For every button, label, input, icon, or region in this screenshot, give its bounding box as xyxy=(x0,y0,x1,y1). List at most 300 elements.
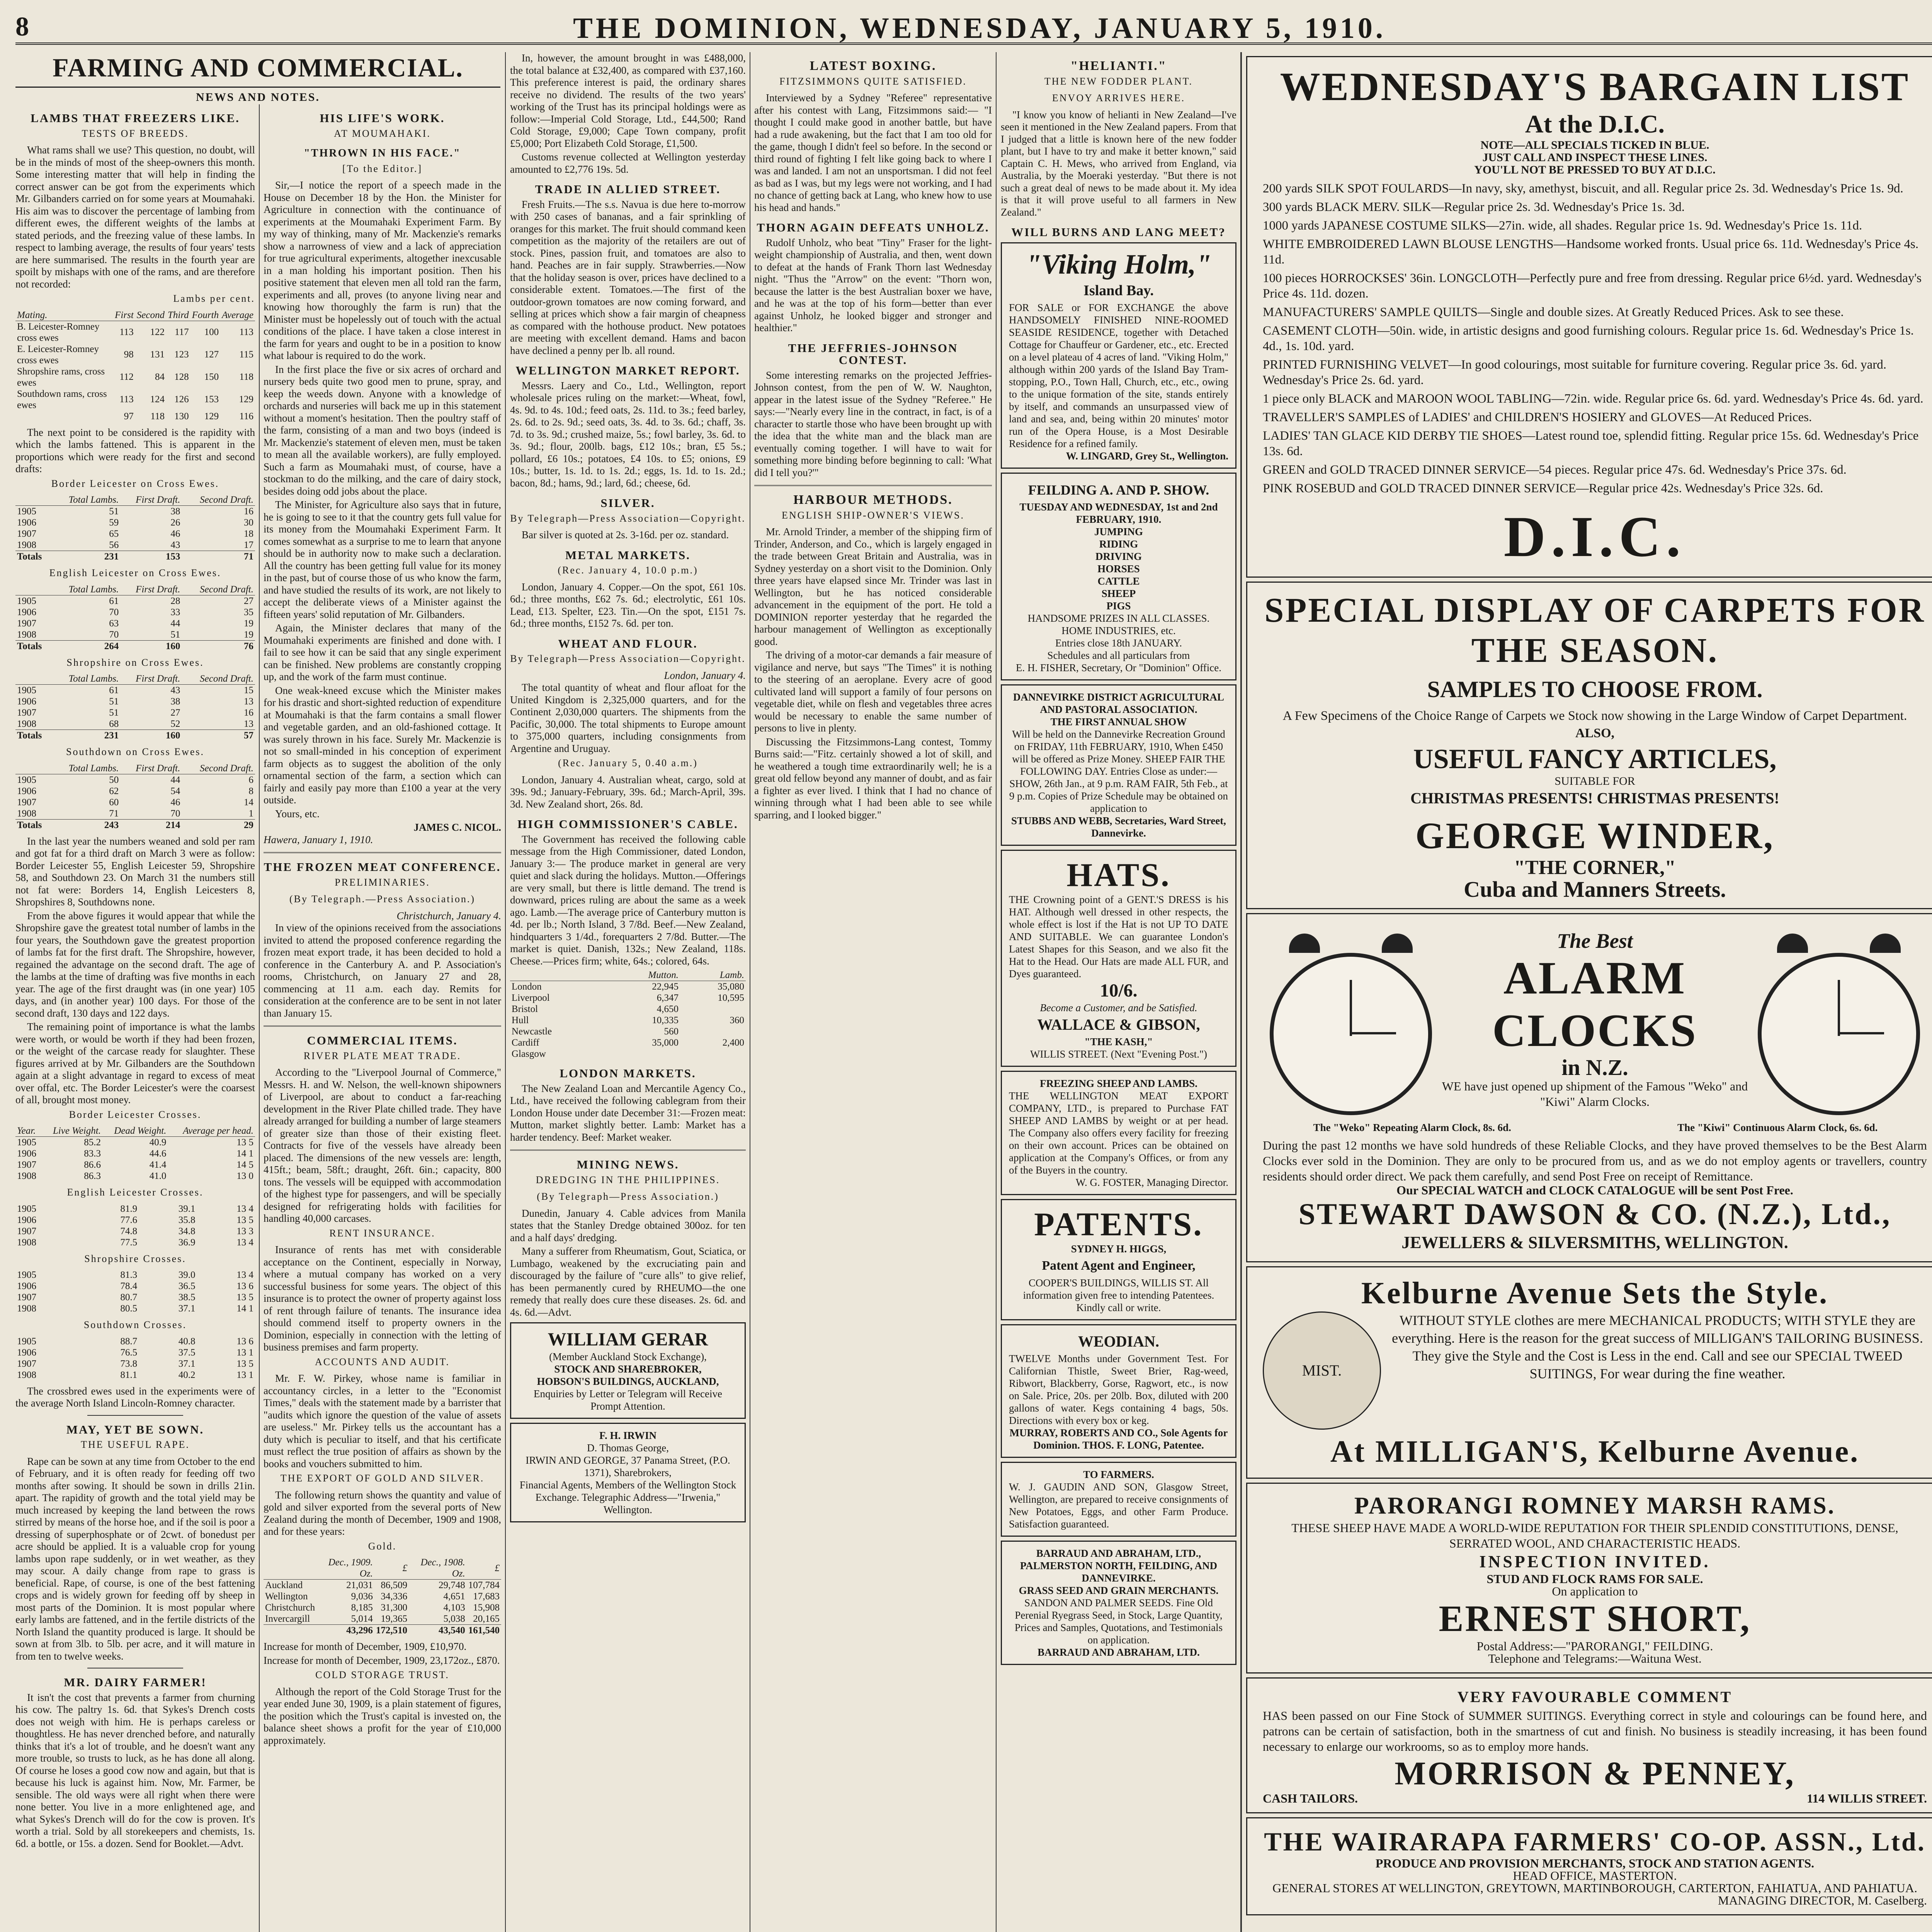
feilding-class-item: JUMPING xyxy=(1094,526,1143,537)
draft-cell: 44 xyxy=(170,774,180,785)
shipment-table-cell: Bristol xyxy=(512,1004,538,1014)
draft-row xyxy=(15,607,255,618)
draft-cell: 1906 xyxy=(17,786,36,796)
wairarapa-line1: PRODUCE AND PROVISION MERCHANTS, STOCK AND STATION AGENTS. xyxy=(1375,1856,1815,1870)
weight-row xyxy=(15,1347,255,1358)
stewart-dawson-name: STEWART DAWSON & CO. (N.Z.), Ltd., xyxy=(1298,1197,1891,1231)
lamb-table-header-cell: Mating. xyxy=(15,310,113,321)
draft-cell: 27 xyxy=(170,707,180,718)
draft-cell: 1905 xyxy=(17,506,36,517)
shipment-table-cell xyxy=(606,1048,680,1060)
weight-cell: 1906 xyxy=(17,1148,36,1159)
irwin-ad xyxy=(510,1423,746,1522)
weight-cell: 40.2 xyxy=(178,1369,196,1380)
draft-cell: 44 xyxy=(170,618,180,629)
lamb-table-row xyxy=(15,321,255,344)
heliantii-body: "I know you know of helianti in New Zealand—I've seen it mentioned in the New Zealand papers. From that I judged that a little is known here of the new fodder plant, but I have to try and make it better known," said Captain C. H. Mews, who arrived from England, via Australia, by the Moeraki yesterday. "But there is not such a great deal of news to be made about it. My idea is that it will prove useful to all farmers in New Zealand." xyxy=(1001,109,1236,218)
winder-name: GEORGE WINDER, xyxy=(1415,815,1775,856)
column-2 xyxy=(264,104,501,1932)
gold-table-total-cell: 43,540 xyxy=(409,1625,467,1636)
kelburne-body: WITHOUT STYLE clothes are mere MECHANICAL PRODUCTS; WITH STYLE they are everything. Here is the reason for the great success of MILLIGAN'S TAILORING BUSINESS. They give the Style and the Cost is Less in the end. Call and see our SPECIAL TWEED SUITINGS, For wear during the fine weather. xyxy=(1392,1313,1923,1381)
high-commissioner-body: The Government has received the following cable message from the High Commissioner, dated London, January 3:— The produce market in general are very quiet and slack during the holidays. Mutton.—Offerings are very small, but there is little demand. The trend is downward, prices ruling are about the same as a week ago. Lamb.—The average price of Canterbury mutton is 4d. per lb.; North Island, 3 7/8d. Beef.—New Zealand, hindquarters 3 1/4d., forequarters 2 7/8d. Butter.—The market is quiet. Danish, 132s.; New Zealand, 118s. Cheese.—Prices firm; white, 64s.; colored, 64s. xyxy=(510,833,746,967)
gold-table-cell: 4,103 xyxy=(443,1602,465,1613)
draft-cell: 43 xyxy=(170,685,180,696)
parorangi-stud: STUD AND FLOCK RAMS FOR SALE. xyxy=(1486,1572,1703,1586)
weight-row xyxy=(15,1237,255,1248)
shipment-table-row xyxy=(510,1037,746,1048)
lamb-table-cell: 129 xyxy=(204,411,219,422)
weight-cell: 81.1 xyxy=(120,1369,138,1380)
kelburne-title: Kelburne Avenue Sets the Style. xyxy=(1361,1276,1829,1310)
lamb-table-cell: 118 xyxy=(150,411,165,422)
bargain-item: PRINTED FURNISHING VELVET—In good colourings, most suitable for furniture covering. Regular price 3s. 6d. yard. Wednesday's Price 2s. 6d. yard. xyxy=(1263,358,1887,387)
draft-cell: 19 xyxy=(244,629,253,640)
weodian-heading: WEODIAN. xyxy=(1078,1332,1160,1350)
draft-cell: 54 xyxy=(170,786,180,796)
lamb-table-cell: 131 xyxy=(150,349,165,360)
lamb-table-cell: 153 xyxy=(204,394,219,405)
gold-table-cell: 31,300 xyxy=(381,1602,408,1613)
draft-total-cell: Totals xyxy=(15,819,51,831)
weight-cell: 34.8 xyxy=(178,1226,196,1236)
bargain-item: WHITE EMBROIDERED LAWN BLOUSE LENGTHS—Handsome worked fronts. Usual price 6s. 11d. Wednesday's Price 4s. 11d. xyxy=(1263,237,1919,267)
shipment-table-cell: 560 xyxy=(664,1026,679,1037)
gold-table-cell: 4,651 xyxy=(443,1591,465,1602)
parorangi-invited: INSPECTION INVITED. xyxy=(1479,1552,1711,1571)
bargain-item: GREEN and GOLD TRACED DINNER SERVICE—54 pieces. Regular price 47s. 6d. Wednesday's Price 37s. 6d. xyxy=(1263,463,1847,477)
lamb-table-cell: 98 xyxy=(124,349,134,360)
dredging-heading: DREDGING IN THE PHILIPPINES. xyxy=(536,1174,720,1185)
irwin-line3: Financial Agents, Members of the Wellington Stock Exchange. Telegraphic Address—"Irwenia," Wellington. xyxy=(519,1479,736,1515)
carpets-samples: SAMPLES TO CHOOSE FROM. xyxy=(1427,677,1763,702)
commercial-heading: COMMERCIAL ITEMS. xyxy=(307,1034,458,1047)
frozen-meat-dateline: Christchurch, January 4. xyxy=(396,910,501,922)
weight-header-cell: Average per head. xyxy=(168,1125,255,1137)
lamb-table-cell: 118 xyxy=(239,372,253,382)
life-work-p4: Again, the Minister declares that many of the Moumahaki experiments are finished and done with. I fail to see how it can be said that any single experiment can be finished. New problems are constantly cropping up, and the work of the farm must continue. xyxy=(264,622,501,682)
lamb-table-row xyxy=(15,366,255,388)
wairarapa-line3: GENERAL STORES AT WELLINGTON, GREYTOWN, MARTINBOROUGH, CARTERTON, FAHIATUA, AND PAHIATUA. xyxy=(1272,1881,1917,1895)
column-3 xyxy=(510,52,746,1932)
draft-cell: 35 xyxy=(244,607,253,617)
may-sown-heading: MAY, YET BE SOWN. xyxy=(66,1422,204,1436)
weight-header-cell: Live Weight. xyxy=(42,1125,102,1137)
morrison-tailors: CASH TAILORS. xyxy=(1263,1791,1358,1805)
shipment-table-cell: Hull xyxy=(512,1015,529,1026)
shipment-table-row xyxy=(510,981,746,993)
weight-cell: 13 5 xyxy=(236,1292,253,1303)
gold-table-title: Gold. xyxy=(368,1540,397,1552)
shipment-table-cell: Liverpool xyxy=(512,993,550,1003)
gold-table-header-cell: £ xyxy=(374,1557,409,1580)
weight-cell: 81.9 xyxy=(120,1203,138,1214)
draft-cell: 51 xyxy=(109,696,119,707)
cold-storage-heading: COLD STORAGE TRUST. xyxy=(315,1669,449,1680)
weight-row xyxy=(15,1336,255,1347)
shipment-table-cell: London xyxy=(512,981,542,992)
bargain-note1: NOTE—ALL SPECIALS TICKED IN BLUE. xyxy=(1480,139,1709,151)
feilding-class-item: RIDING xyxy=(1099,538,1138,550)
wills-body: Discussing the Fitzsimmons-Lang contest, Tommy Burns said:—"Fitz. certainly showed a lot of skill, and he weathered a tough time extraordinarily well; he is a great old fellow beyond any manner of doubt, and as fair a fighter as ever lived. I think that I had no chance of winning through what I had been able to see while sparring, and I looked bigger." xyxy=(754,736,992,821)
wills-heading: WILL BURNS AND LANG MEET? xyxy=(1011,225,1226,239)
weight-cell: 80.5 xyxy=(120,1303,138,1314)
trust-continued: In, however, the amount brought in was £488,000, the total balance at £32,400, as compared with £37,160. This preference interest is paid, the ordinary shares receive no dividend. The results of the two years' working of the Trust has its principal holdings were as follow:—Imperial Cold Storage, Ltd., £44,500; Rand Cold Storage, £9,000; Cape Town company, profit £5,000; Port Elizabeth Cold Storage, £1,500. xyxy=(510,52,746,149)
draft-cell: 59 xyxy=(109,517,119,528)
shipment-table-row xyxy=(510,992,746,1003)
draft-cell: 1907 xyxy=(17,618,36,629)
draft-cell: 30 xyxy=(244,517,253,528)
draft-row xyxy=(15,707,255,718)
weight-title: Border Leicester Crosses. xyxy=(69,1109,202,1120)
draft-row xyxy=(15,718,255,730)
weight-cell: 1907 xyxy=(17,1358,36,1369)
draft-cell: 71 xyxy=(109,808,119,819)
draft-title: Border Leicester on Cross Ewes. xyxy=(51,478,219,489)
heliantii-heading: "HELIANTI." xyxy=(1070,59,1167,73)
gold-table-cell: Christchurch xyxy=(265,1602,315,1613)
shipment-table-cell xyxy=(680,1048,746,1060)
wairarapa-line4: MANAGING DIRECTOR, M. Caselberg. xyxy=(1718,1893,1927,1907)
gerard-line2: STOCK AND SHAREBROKER, xyxy=(554,1363,702,1375)
lamb-table-cell: 113 xyxy=(119,394,134,405)
draft-header-cell: First Draft. xyxy=(120,763,182,774)
tallow-table xyxy=(510,969,746,1060)
draft-header-cell: First Draft. xyxy=(120,584,182,595)
weodian-body: TWELVE Months under Government Test. For Californian Thistle, Sweet Brier, Rag-weed, Ribwort, Blackberry, Gorse, Ragwort, etc., is now on Sale. Price, 20s. per 20lb. Box, diluted with 200 gallons of water. Kegs containing 4 bags, 50s. Directions with every box or keg. xyxy=(1009,1352,1228,1426)
gold-table-row xyxy=(264,1591,501,1602)
draft-total-row xyxy=(15,819,255,831)
rent-heading: RENT INSURANCE. xyxy=(329,1227,435,1239)
winder-corner: "THE CORNER," xyxy=(1514,857,1676,879)
weight-table xyxy=(15,1203,255,1248)
shipment-table-row xyxy=(510,1003,746,1015)
weight-cell: 1907 xyxy=(17,1292,36,1303)
weight-tables xyxy=(15,1109,255,1381)
lambs-para2: The next point to be considered is the rapidity with which the lambs fattened. This is apparent in the proportions which were ready for the first and second drafts: xyxy=(15,426,255,474)
weight-row xyxy=(15,1148,255,1159)
weight-cell: 13 5 xyxy=(236,1137,253,1148)
bargain-item: 300 yards BLACK MERV. SILK—Regular price 2s. 3d. Wednesday's Price 1s. 3d. xyxy=(1263,200,1685,214)
wheat-byline: By Telegraph—Press Association—Copyright. xyxy=(510,653,746,664)
draft-header-cell: Total Lambs. xyxy=(51,584,120,595)
lamb-table-cell: 112 xyxy=(119,372,134,382)
draft-cell: 38 xyxy=(170,696,180,707)
weight-cell: 1908 xyxy=(17,1303,36,1314)
draft-cell: 1905 xyxy=(17,774,36,785)
accounts-body: Mr. F. W. Pirkey, whose name is familiar in accountancy circles, in a letter to the "Economist Times," deals with the statement made by a barrister that "audits which ignore the question of the value of assets are useless." Mr. Pirkey tells us the accountant has a duty which is peculiar to itself, and that his certificate must reflect the true position of affairs as shown by the books and vouchers submitted to him. xyxy=(264,1372,501,1469)
draft-cell: 1905 xyxy=(17,595,36,606)
jeffries-heading: THE JEFFRIES-JOHNSON CONTEST. xyxy=(788,341,958,367)
gold-table-header-cell xyxy=(264,1557,316,1580)
barraud-ad xyxy=(1001,1541,1236,1665)
weko-clock-icon xyxy=(1270,953,1432,1115)
life-work-p3: The Minister, for Agriculture also says that in future, he is going to see to it that the country gets full value for its money from the Moumahaki Experiment Farm. It comes somewhat as a surprise to me to learn that anyone should be in authority now to make such a declaration. All the country has been getting full value for its money in the past, but of course those of us who know the farm, and have studied the results of its work, are not likely to accept the deliberate views of a Minister against the fifteen years' solid reputation of Mr. Gilbanders. xyxy=(264,499,501,620)
metal-date: (Rec. January 4, 10.0 p.m.) xyxy=(558,565,698,576)
wheat2-date: (Rec. January 5, 0.40 a.m.) xyxy=(558,757,698,769)
favourable-ad xyxy=(1246,1677,1932,1813)
draft-total-cell: 29 xyxy=(182,819,255,831)
wairarapa-title: THE WAIRARAPA FARMERS' CO-OP. ASSN., Ltd. xyxy=(1264,1827,1926,1856)
parorangi-apply: On application to xyxy=(1552,1584,1638,1598)
clocks-we-have: WE have just opened up shipment of the Famous "Weko" and "Kiwi" Alarm Clocks. xyxy=(1442,1079,1748,1109)
weight-row xyxy=(15,1214,255,1226)
gold-table-cell: 15,908 xyxy=(473,1602,500,1613)
dannevirke-heading: DANNEVIRKE DISTRICT AGRICULTURAL AND PASTORAL ASSOCIATION. xyxy=(1013,691,1225,715)
weight-cell: 13 3 xyxy=(236,1226,253,1236)
to-farmers-body: W. J. GAUDIN AND SON, Glasgow Street, Wellington, are prepared to receive consignments of New Potatoes, Eggs, and other Farm Produce. Satisfaction guaranteed. xyxy=(1009,1481,1228,1530)
weight-row xyxy=(15,1137,255,1148)
draft-cell: 46 xyxy=(170,529,180,539)
to-editor: [To the Editor.] xyxy=(342,163,423,174)
draft-cell: 18 xyxy=(244,529,253,539)
weight-cell: 78.4 xyxy=(120,1281,138,1291)
clocks-title3: in N.Z. xyxy=(1561,1055,1628,1080)
draft-cell: 61 xyxy=(109,685,119,696)
silver-byline: By Telegraph—Press Association—Copyright. xyxy=(510,512,746,524)
shipment-table-row xyxy=(510,1048,746,1060)
weko-caption: The "Weko" Repeating Alarm Clock, 8s. 6d. xyxy=(1313,1122,1511,1133)
weight-cell: 1905 xyxy=(17,1270,36,1280)
weight-row xyxy=(15,1170,255,1182)
weight-row xyxy=(15,1292,255,1303)
frozen-meat-body: In view of the opinions received from the associations invited to attend the proposed conference regarding the frozen meat export trade, it has been decided to hold a conference in the Canterbury A. and P. Association's rooms, Christchurch, on January 27 and 28, commencing at 11 a.m. each day. Remits for consideration at the conference are to be sent in not later than January 15. xyxy=(264,922,501,1019)
freezing-signature: W. G. FOSTER, Managing Director. xyxy=(1076,1176,1228,1188)
weight-row xyxy=(15,1203,255,1214)
gold-table-cell: 107,784 xyxy=(468,1580,500,1590)
weight-cell: 35.8 xyxy=(178,1214,196,1225)
hats-price: 10/6. xyxy=(1100,980,1138,1001)
kiwi-clock-icon xyxy=(1758,953,1920,1115)
gold-table-cell: 29,748 xyxy=(438,1580,465,1590)
draft-cell: 68 xyxy=(109,719,119,729)
parorangi-title: PARORANGI ROMNEY MARSH RAMS. xyxy=(1354,1493,1836,1519)
lamb-table-cell: Southdown rams, cross ewes xyxy=(17,388,107,410)
patents-ad xyxy=(1001,1199,1236,1320)
gold-table-cell: 20,165 xyxy=(473,1614,500,1624)
bargain-items xyxy=(1263,181,1927,496)
draft-cell: 1907 xyxy=(17,529,36,539)
gold-table-total-cell: 43,296 xyxy=(316,1625,374,1636)
feilding-line: HANDSOME PRIZES IN ALL CLASSES. xyxy=(1027,612,1210,624)
weight-cell: 13 4 xyxy=(236,1270,253,1280)
bargain-item: MANUFACTURERS' SAMPLE QUILTS—Single and double sizes. At Greatly Reduced Prices. Ask to see these. xyxy=(1263,305,1844,319)
weight-row xyxy=(15,1358,255,1369)
gold-table-cell: 5,014 xyxy=(351,1614,373,1624)
bargain-sub: At the D.I.C. xyxy=(1525,110,1665,138)
boxing-body: Interviewed by a Sydney "Referee" representative after his contest with Lang, Fitzsimmons said:— "I thought I could make good in another battle, but have had a rude awakening, but the fact that I am too old for the game, though I didn't feel so before. In the second or third round of fighting I felt like going back to where I was and landed. I am not an unsportsman. I did not feel as bad as I was, but my legs were not working, and I had no chance of getting back at Lang, who knew how to use his head and hands." xyxy=(754,92,992,213)
weight-cell: 86.3 xyxy=(84,1171,101,1181)
draft-total-cell: Totals xyxy=(15,551,51,563)
export-heading: THE EXPORT OF GOLD AND SILVER. xyxy=(280,1473,485,1484)
shipment-table-header-cell xyxy=(510,969,606,981)
metal-body: London, January 4. Copper.—On the spot, £61 10s. 6d.; three months, £62 7s. 6d.; electrolytic, £61 10s. Lead, £13. Spelter, £23. Tin.—On the spot, £151 7s. 6d.; three months, £152 7s. 6d. per ton. xyxy=(510,581,746,629)
farming-section-header xyxy=(15,50,500,107)
weight-table xyxy=(15,1336,255,1381)
weight-row xyxy=(15,1303,255,1314)
bargain-item: PINK ROSEBUD and GOLD TRACED DINNER SERVICE—Regular price 42s. Wednesday's Price 32s. 6d. xyxy=(1263,481,1823,495)
gold-table-header-cell: Dec., 1908. Oz. xyxy=(409,1557,467,1580)
jeffries-body: Some interesting remarks on the projected Jeffries-Johnson contest, from the pen of W. W. Naughton, appear in the latest issue of the Sydney "Referee." He says:—"Nearly every line in the contract, in fact, is of a character to startle those who have been brought up with the idea that the white man and the black man are eventually coming together. I will have to wait for something more binding before beginning to call: 'What did I tell you?'" xyxy=(754,369,992,478)
kiwi-caption: The "Kiwi" Continuous Alarm Clock, 6s. 6d. xyxy=(1677,1122,1878,1133)
feilding-class-item: DRIVING xyxy=(1095,550,1142,562)
gold-table-cell: 17,683 xyxy=(473,1591,500,1602)
gerard-name: WILLIAM GERAR xyxy=(548,1329,708,1350)
trade-body: Fresh Fruits.—The s.s. Navua is due here to-morrow with 250 cases of bananas, and a fair sprinkling of oranges for this market. The fruit should command keen competition as the majority of the retailers are out of stock. Pines, passion fruit, and tomatoes are also to hand. Peaches are in fair supply. Strawberries.—Now that the holiday season is over, prices have declined to a considerable extent. Tomatoes.—The first of the outdoor-grown tomatoes are now coming forward, and selling at prices which show a fair margin of cheapness as compared with the hothouse product. New potatoes are meeting with excellent demand. Hams and bacon have declined a penny per lb. all round. xyxy=(510,198,746,356)
irwin-name: F. H. IRWIN xyxy=(599,1430,657,1441)
column-1 xyxy=(15,104,255,1932)
draft-cell: 51 xyxy=(109,707,119,718)
weight-cell: 1907 xyxy=(17,1160,36,1170)
patents-title: Patent Agent and Engineer, xyxy=(1042,1258,1196,1273)
lamb-table-cell: 84 xyxy=(155,372,165,382)
hats-firm: WALLACE & GIBSON, xyxy=(1037,1015,1200,1033)
weight-row xyxy=(15,1159,255,1170)
weight-table xyxy=(15,1125,255,1182)
weight-cell: 37.5 xyxy=(178,1347,196,1358)
draft-title: English Leicester on Cross Ewes. xyxy=(49,567,221,578)
weight-cell: 13 6 xyxy=(236,1281,253,1291)
to-farmers-heading: TO FARMERS. xyxy=(1083,1468,1154,1480)
gold-table-cell: 19,365 xyxy=(381,1614,408,1624)
favourable-title: VERY FAVOURABLE COMMENT xyxy=(1457,1688,1733,1706)
draft-row xyxy=(15,696,255,707)
shipment-table-header-cell: Lamb. xyxy=(680,969,746,981)
clocks-title2: ALARM CLOCKS xyxy=(1492,952,1697,1056)
lamb-table-cell: 129 xyxy=(239,394,253,405)
gold-table-total-cell: 172,510 xyxy=(374,1625,409,1636)
signature: JAMES C. NICOL. xyxy=(413,821,501,833)
draft-table xyxy=(15,584,255,652)
weight-header-cell: Year. xyxy=(15,1125,42,1137)
draft-row xyxy=(15,595,255,607)
life-work-p2: In the first place the five or six acres of orchard and nursery beds quite two good men to prune, spray, and keep the weeds down. Anyone with a knowledge of orchards and nurseries will back me up in this statement without a moment's hesitation. Then the poultry staff of the farm, consisting of a man and two boys (indeed is Mr. Mackenzie's statement of eleven men, must be taken to mean all the available workers), are fully employed. Such a farm as Moumahaki must, of course, have a stockman to do the milking, and the care of dairy stock, besides doing odd jobs about the place. xyxy=(264,363,501,497)
weight-cell: 1905 xyxy=(17,1137,36,1148)
dannevirke-ad xyxy=(1001,684,1236,846)
draft-cell: 1906 xyxy=(17,607,36,617)
weight-cell: 13 0 xyxy=(236,1171,253,1181)
gold-table-cell: 21,031 xyxy=(346,1580,373,1590)
weight-cell: 1908 xyxy=(17,1237,36,1248)
feilding-classes xyxy=(1009,526,1228,612)
morrison-name: MORRISON & PENNEY, xyxy=(1395,1755,1795,1792)
draft-cell: 65 xyxy=(109,529,119,539)
life-work-p5: One weak-kneed excuse which the Minister makes for his drastic and short-sighted reduction of expenditure at Moumahaki is that the farm contains a small flower and vegetable garden, and an old-fashioned cottage. It was surely thrown in his face. Surely Mr. Mackenzie is not so small-minded in his conception of experiment farm objects as to suggest the abolition of the only ornamental section of the farm, a section which can fairly and easily pay more than £100 a year at the very outside. xyxy=(264,684,501,806)
draft-title: Southdown on Cross Ewes. xyxy=(66,746,204,757)
draft-total-row xyxy=(15,551,255,563)
london-markets-heading: LONDON MARKETS. xyxy=(560,1066,696,1080)
draft-cell: 14 xyxy=(244,797,253,808)
freezing-heading: FREEZING SHEEP AND LAMBS. xyxy=(1039,1077,1198,1089)
draft-cell: 1908 xyxy=(17,540,36,550)
gold-table-total-cell: 161,540 xyxy=(467,1625,501,1636)
barraud-line2: GRASS SEED AND GRAIN MERCHANTS. xyxy=(1019,1584,1219,1596)
gold-table-cell: 8,185 xyxy=(351,1602,373,1613)
draft-total-cell: 160 xyxy=(120,640,182,652)
weight-row xyxy=(15,1269,255,1281)
lamb-percentage-table xyxy=(15,310,255,422)
lamb-table-cell: 128 xyxy=(174,372,189,382)
draft-header-cell xyxy=(15,584,51,595)
weight-title: Shropshire Crosses. xyxy=(84,1253,186,1264)
weight-cell: 44.6 xyxy=(149,1148,167,1159)
lamb-table-cell: 122 xyxy=(150,327,165,337)
lamb-table-row xyxy=(15,411,255,422)
london-markets-body: The New Zealand Loan and Mercantile Agency Co., Ltd., have received the following cablegram from their London House under date December 31:—Frozen meat: Mutton, market slightly better. Lamb: Market has a harder tendency. Beef: Market weaker. xyxy=(510,1082,746,1143)
lambs-subheading: TESTS OF BREEDS. xyxy=(82,128,189,139)
wheat-body: The total quantity of wheat and flour afloat for the United Kingdom is 2,325,000 quarters, and for the Continent 2,030,000 quarters. The shipments from the Pacific, 30,000. The total shipments to Europe amount to 375,000 quarters, including consignments from Argentine and Uruguay. xyxy=(510,682,746,754)
draft-header-cell: Total Lambs. xyxy=(51,673,120,685)
clocks-body: During the past 12 months we have sold hundreds of these Reliable Clocks, and they have proved themselves to be the Best Alarm Clocks ever sold in the Dominion. They are only to be procured from us, and as we do not employ agents or travellers, country residents should order direct. We pack them carefully, and send Post Free on receipt of Remittance. xyxy=(1263,1138,1927,1183)
draft-total-cell: 153 xyxy=(120,551,182,563)
parorangi-tele: Telephone and Telegrams:—Waituna West. xyxy=(1488,1651,1702,1665)
draft-row xyxy=(15,517,255,528)
life-work-p6: Yours, etc. xyxy=(275,808,320,820)
viking-holm-ad xyxy=(1001,242,1236,469)
draft-cell: 1907 xyxy=(17,797,36,808)
life-work-quote: "THROWN IN HIS FACE." xyxy=(304,147,461,159)
gold-table-cell: 9,036 xyxy=(351,1591,373,1602)
column-4a xyxy=(754,52,992,1932)
gold-table-cell: Auckland xyxy=(265,1580,303,1590)
weodian-agents: MURRAY, ROBERTS AND CO., Sole Agents for Dominion. THOS. F. LONG, Patentee. xyxy=(1009,1427,1228,1451)
silver-note: Increase for month of December, 1909, 23,172oz., £870. xyxy=(264,1654,500,1666)
draft-cell: 70 xyxy=(109,607,119,617)
draft-cell: 1906 xyxy=(17,517,36,528)
hats-firm-sub: "THE KASH," xyxy=(1084,1036,1153,1048)
weight-cell: 13 5 xyxy=(236,1214,253,1225)
shipment-table-cell: 4,650 xyxy=(656,1004,679,1014)
weight-cell: 76.5 xyxy=(120,1347,138,1358)
alarm-clocks-ad xyxy=(1246,913,1932,1262)
draft-table xyxy=(15,673,255,741)
wheat-dateline: London, January 4. xyxy=(664,669,746,681)
weight-title: English Leicester Crosses. xyxy=(67,1187,204,1198)
weight-cell: 1908 xyxy=(17,1369,36,1380)
gold-table-cell: 34,336 xyxy=(381,1591,408,1602)
patents-heading: PATENTS. xyxy=(1034,1205,1203,1243)
draft-cell: 38 xyxy=(170,506,180,517)
lamb-table-cell: 130 xyxy=(174,411,189,422)
draft-row xyxy=(15,786,255,797)
weight-cell: 1908 xyxy=(17,1171,36,1181)
lambs-para5: The remaining point of importance is what the lambs were worth, or would be worth if they had been frozen, or the weight of the carcase ready for slaughter. These figures arrived at by Mr. Gilbanders are the Southdown again at a slight advantage in regard to excess of meat over offal, etc. The Border Leicester's were the coarsest of all, brought most money. xyxy=(15,1021,255,1105)
draft-cell: 19 xyxy=(244,618,253,629)
gerard-line1: (Member Auckland Stock Exchange), xyxy=(549,1351,707,1362)
draft-title: Shropshire on Cross Ewes. xyxy=(66,656,204,668)
feilding-secretary: E. H. FISHER, Secretary, Or "Dominion" Office. xyxy=(1016,662,1221,673)
draft-total-cell: Totals xyxy=(15,640,51,652)
draft-row xyxy=(15,528,255,539)
carpets-ad xyxy=(1246,582,1932,909)
draft-row xyxy=(15,618,255,629)
draft-cell: 26 xyxy=(170,517,180,528)
bargain-item: 200 yards SILK SPOT FOULARDS—In navy, sky, amethyst, biscuit, and all. Regular price 2s. 3d. Wednesday's Price 1s. 9d. xyxy=(1263,182,1903,196)
weight-cell: 1907 xyxy=(17,1226,36,1236)
newspaper-title: THE DOMINION, WEDNESDAY, JANUARY 5, 1910. xyxy=(573,12,1386,44)
weight-cell: 1906 xyxy=(17,1281,36,1291)
draft-header-cell: Second Draft. xyxy=(182,763,255,774)
draft-cell: 6 xyxy=(248,774,253,785)
wheat2-body: London, January 4. Australian wheat, cargo, sold at 39s. 9d.; January-February, 39s. 6d.; March-April, 39s. 3d. New Zealand short, 26s. 8d. xyxy=(510,774,746,810)
weight-cell: 13 1 xyxy=(236,1347,253,1358)
lamb-table-row xyxy=(15,388,255,411)
lamb-table-cell: 115 xyxy=(239,349,253,360)
feilding-line: HOME INDUSTRIES, etc. xyxy=(1061,624,1176,636)
irwin-line2: IRWIN AND GEORGE, 37 Panama Street, (P.O. 1371), Sharebrokers, xyxy=(526,1454,730,1478)
carpets-suitable: SUITABLE FOR xyxy=(1554,775,1635,787)
frozen-meat-heading: THE FROZEN MEAT CONFERENCE. xyxy=(264,860,501,874)
thorn-body: Rudolf Unholz, who beat "Tiny" Fraser for the light-weight championship of Australia, and then, went down to defeat at the hands of Frank Thorn last Wednesday night. "Thus the "Arrow" on the event: "Thorn won, because the latter is the best Australian boxer we have, and he was at the top of his form—better than ever against Unholz, he looked bigger and stronger and healthier." xyxy=(754,236,992,333)
